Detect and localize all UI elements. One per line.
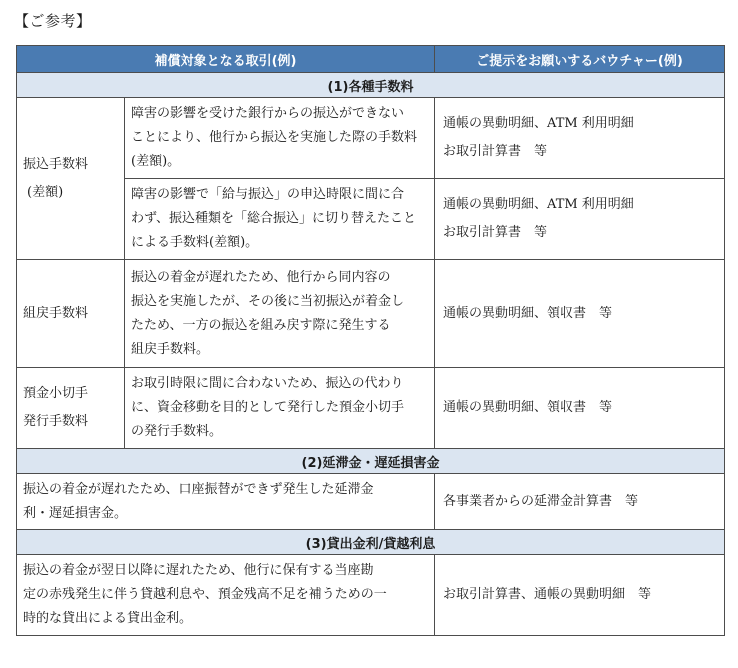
voucher-line: お取引計算書 等 [443,225,548,240]
desc-line: の発行手数料。 [131,424,223,439]
furikomi-fee-label [17,98,125,260]
section-title-fees: (1)各種手数料 [17,73,725,98]
table-row [17,260,725,368]
voucher-cell: 通帳の異動明細、領収書 等 [435,368,725,449]
desc-line: 組戻手数料。 [131,341,210,357]
desc-line: 振込の着金が遅れたため、他行から同内容の [131,269,391,285]
header-voucher: ご提示をお願いするバウチャー(例) [435,46,725,73]
desc-line: 振込を実施したが、その後に当初振込が着金し [131,293,405,309]
transaction-description [125,98,435,179]
desc-line: による手数料(差額)。 [131,235,259,250]
desc-line: に、資金移動を目的として発行した預金小切手 [131,400,405,415]
section-title-interest: (3)貸出金利/貸越利息 [17,530,725,555]
desc-line: わず、振込種類を「総合振込」に切り替えたこと [131,211,416,226]
voucher-cell: 通帳の異動明細、領収書 等 [435,260,725,368]
table-row [17,474,725,530]
desc-line: 時的な貸出による貸出金利。 [23,611,193,626]
section-title-late-charges: (2)延滞金・遅延損害金 [17,449,725,474]
voucher-cell [435,98,725,179]
desc-line: 定の赤残発生に伴う貸越利息や、預金残高不足を補うための一 [23,587,387,602]
table-row [17,368,725,449]
desc-line: お取引時限に間に合わないため、振込の代わり [131,376,404,391]
compensation-reference-table [16,45,725,636]
transaction-description [125,368,435,449]
header-transaction: 補償対象となる取引(例) [17,46,435,73]
transaction-description [125,179,435,260]
table-row [17,555,725,636]
transaction-description [17,555,435,636]
desc-line: ことにより、他行から振込を実施した際の手数料 [131,130,418,145]
desc-line: 障害の影響を受けた銀行からの振込ができない [131,106,405,121]
label-line: 発行手数料 [23,414,89,429]
voucher-cell [435,179,725,260]
desc-line: 振込の着金が翌日以降に遅れたため、他行に保有する当座勘 [23,563,374,578]
transaction-description [17,474,435,530]
label-line: (差額) [27,184,64,200]
table-row [17,98,725,179]
section-row [17,73,725,98]
desc-line: 利・遅延損害金。 [23,505,128,521]
voucher-cell: 各事業者からの延滞金計算書 等 [435,474,725,530]
section-row [17,449,725,474]
kogitte-fee-label [17,368,125,449]
table-header-row [17,46,725,73]
desc-line: (差額)。 [131,154,181,169]
label-line: 預金小切手 [23,386,89,401]
desc-line: 振込の着金が遅れたため、口座振替ができず発生した延滞金 [23,481,374,497]
voucher-line: お取引計算書 等 [443,144,548,159]
voucher-cell: お取引計算書、通帳の異動明細 等 [435,555,725,636]
transaction-description [125,260,435,368]
label-line: 振込手数料 [23,156,89,172]
page-heading: 【ご参考】 [14,12,92,30]
section-row [17,530,725,555]
voucher-line: 通帳の異動明細、ATM 利用明細 [443,197,634,212]
desc-line: たため、一方の振込を組み戻す際に発生する [131,317,391,333]
desc-line: 障害の影響で「給与振込」の申込時限に間に合 [131,187,405,202]
voucher-line: 通帳の異動明細、ATM 利用明細 [443,116,634,131]
kumimodoshi-fee-label: 組戻手数料 [17,260,125,368]
